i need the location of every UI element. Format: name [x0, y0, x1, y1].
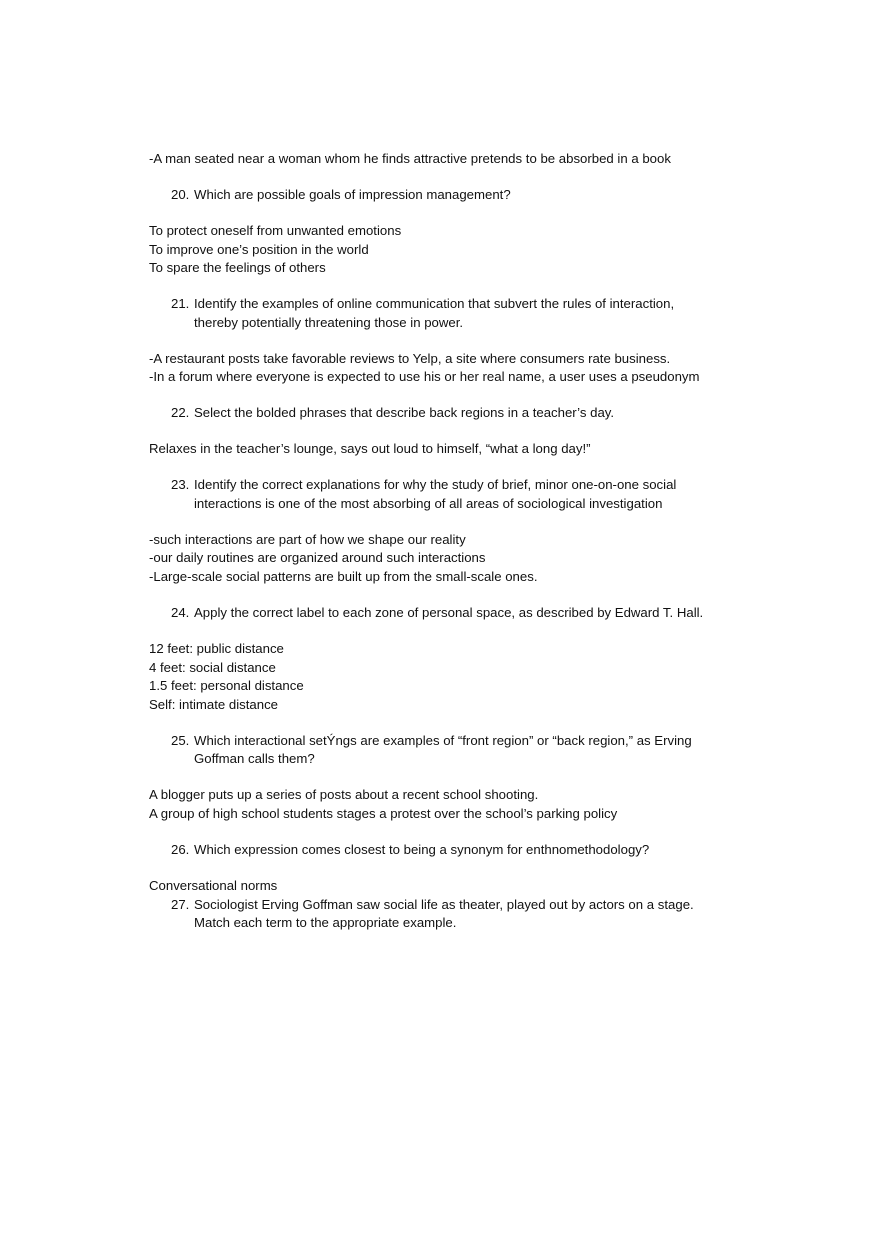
- document-body: [149, 150, 749, 933]
- question-text: Which expression comes closest to being a synonym for enthnomethodology?: [194, 841, 650, 857]
- question-20: [149, 186, 749, 205]
- question-text: Identify the examples of online communication that subvert the rules of interaction,: [194, 296, 675, 312]
- answer-line: A group of high school students stages a protest over the school’s parking policy: [149, 805, 618, 821]
- question-number: 24.: [171, 605, 190, 621]
- answer-line: -In a forum where everyone is expected to use his or her real name, a user uses a pseudonym: [149, 369, 700, 385]
- answer-line: -our daily routines are organized around such interactions: [149, 550, 486, 566]
- answer-line: Relaxes in the teacher’s lounge, says out loud to himself, “what a long day!”: [149, 441, 591, 457]
- question-number: 23.: [171, 477, 190, 493]
- answer-line: To improve one’s position in the world: [149, 241, 369, 257]
- question-text: Match each term to the appropriate example.: [194, 915, 457, 931]
- answer-line: 4 feet: social distance: [149, 659, 276, 675]
- answer-line: To spare the feelings of others: [149, 260, 326, 276]
- question-number: 26.: [171, 841, 190, 857]
- answer-line: A blogger puts up a series of posts about a recent school shooting.: [149, 787, 539, 803]
- question-number: 22.: [171, 405, 190, 421]
- answer-line: -Large-scale social patterns are built up from the small-scale ones.: [149, 569, 538, 585]
- question-text: interactions is one of the most absorbing of all areas of sociological investigation: [194, 495, 663, 511]
- question-25: [149, 732, 749, 769]
- question-text: thereby potentially threatening those in power.: [194, 314, 464, 330]
- question-text: Select the bolded phrases that describe back regions in a teacher’s day.: [194, 405, 615, 421]
- question-number: 21.: [171, 296, 190, 312]
- question-text: Sociologist Erving Goffman saw social life as theater, played out by actors on a stage.: [194, 896, 694, 912]
- question-text: Which interactional setÝngs are examples of “front region” or “back region,” as Erving: [194, 732, 692, 748]
- answer-line: -such interactions are part of how we shape our reality: [149, 531, 466, 547]
- question-23: [149, 476, 749, 513]
- question-text: Goffman calls them?: [194, 751, 315, 767]
- question-text: Apply the correct label to each zone of personal space, as described by Edward T. Hall.: [194, 605, 704, 621]
- question-26: [149, 841, 749, 860]
- question-27: [149, 896, 749, 933]
- answer-line: -A restaurant posts take favorable reviews to Yelp, a site where consumers rate business.: [149, 350, 671, 366]
- answer-line: Conversational norms: [149, 877, 278, 893]
- question-number: 20.: [171, 186, 190, 202]
- question-number: 27.: [171, 896, 190, 912]
- question-21: [149, 295, 749, 332]
- answer-line: Self: intimate distance: [149, 696, 279, 712]
- intro-answer: -A man seated near a woman whom he finds attractive pretends to be absorbed in a book: [149, 151, 671, 166]
- answer-line: To protect oneself from unwanted emotions: [149, 222, 402, 238]
- question-text: Identify the correct explanations for why the study of brief, minor one-on-one social: [194, 477, 677, 493]
- answer-line: 12 feet: public distance: [149, 641, 284, 656]
- answer-line: 1.5 feet: personal distance: [149, 678, 304, 694]
- question-number: 25.: [171, 732, 190, 748]
- question-text: Which are possible goals of impression management?: [194, 186, 511, 202]
- question-24: [149, 604, 749, 623]
- question-22: [149, 404, 749, 423]
